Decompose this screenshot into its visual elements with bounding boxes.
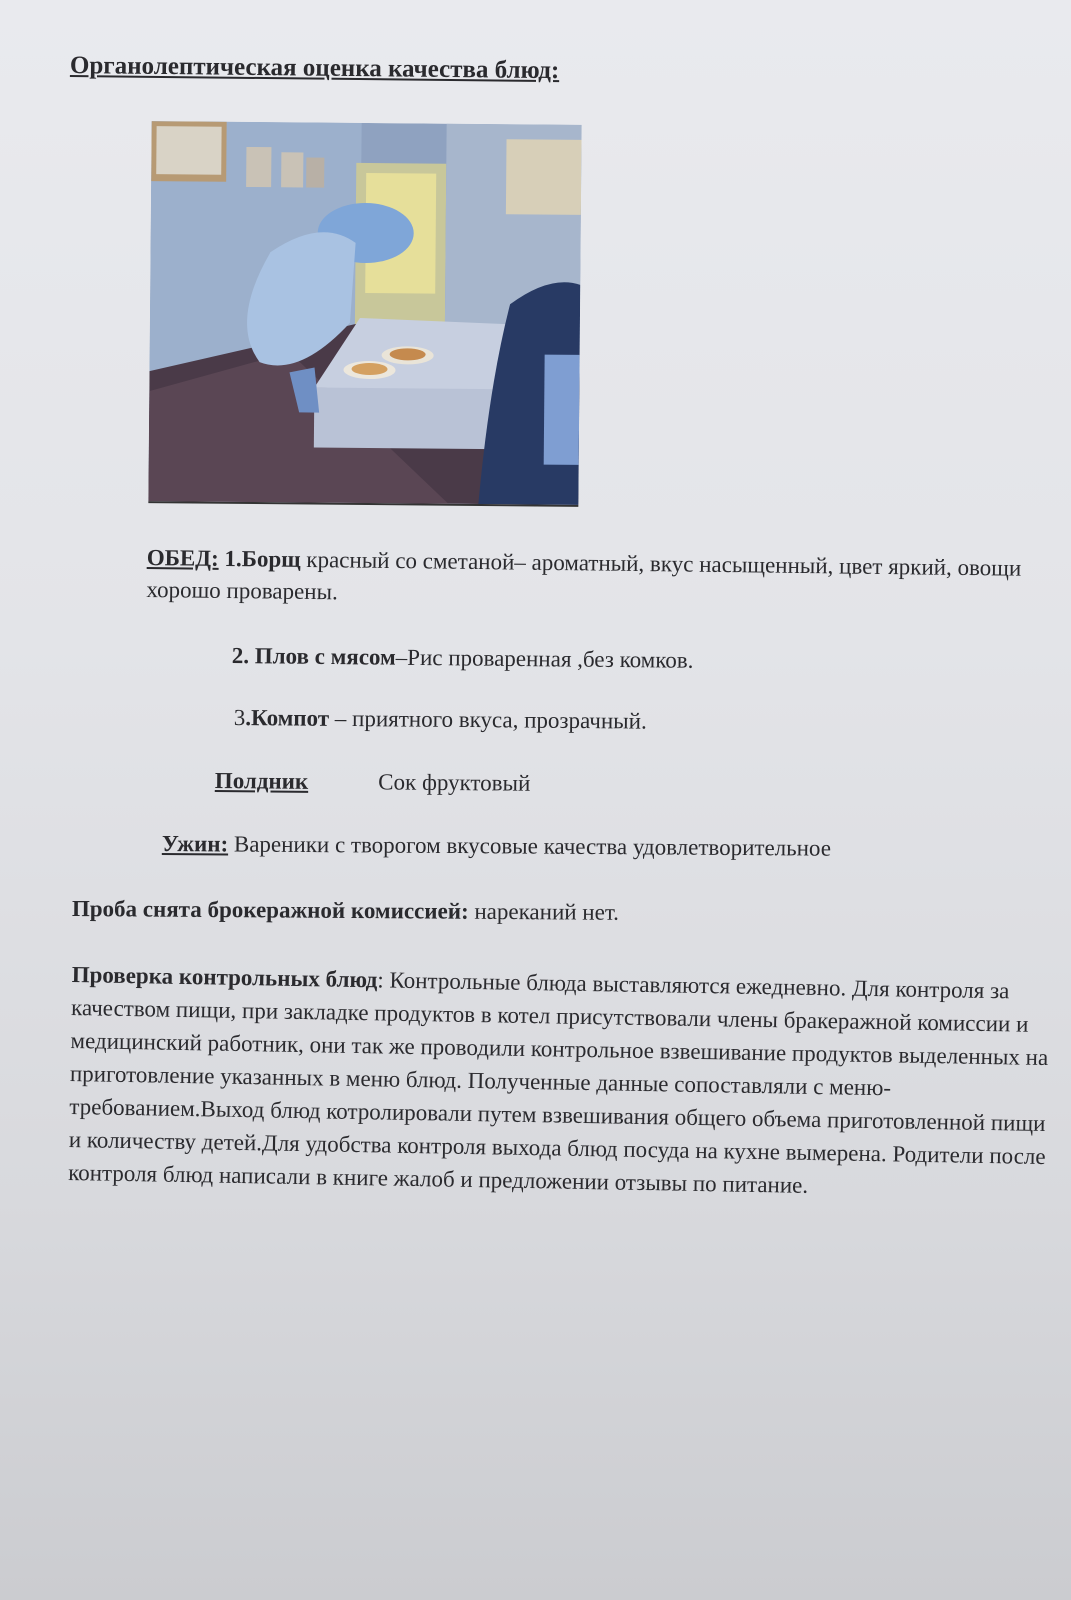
control-dishes-paragraph [68, 958, 1052, 1206]
tasting-commission-text: нареканий нет. [468, 898, 620, 925]
tasting-commission-label: Проба снята брокеражной комиссией: [71, 895, 469, 924]
lunch-item1-text: красный со сметаной– ароматный, вкус насыщенный, цвет яркий, овощи хорошо проварены. [146, 546, 1022, 605]
lunch-item2-name: 2. Плов с мясом [231, 642, 396, 670]
lunch-item2 [232, 640, 694, 677]
tasting-commission-paragraph [72, 893, 619, 929]
lunch-paragraph [146, 542, 1027, 617]
snack-text: Сок фруктовый [378, 769, 531, 796]
snack-paragraph [215, 765, 531, 800]
dinner-paragraph [162, 828, 831, 865]
dinner-text: Вареники с творогом вкусовые качества удовлетворительное [228, 831, 832, 861]
lunch-item3-number: 3 [233, 704, 246, 731]
lunch-label: ОБЕД: [146, 544, 219, 571]
control-dishes-label: Проверка контрольных блюд [71, 961, 378, 993]
lunch-item3 [234, 702, 647, 738]
dinner-label: Ужин: [161, 830, 229, 857]
tasting-photo [148, 121, 581, 507]
lunch-item3-text: – приятного вкуса, прозрачный. [329, 705, 647, 734]
lunch-item1-name: 1.Борщ [224, 545, 301, 572]
document-title: Органолептическая оценка качества блюд: [69, 52, 560, 85]
lunch-item3-name: .Компот [245, 705, 330, 731]
control-dishes-text: : Контрольные блюда выставляются ежедневно. Для контроля за качеством пищи, при закладке продуктов в котел присутствовали члены бракеражной комиссии и медицинский работник, они так же проводили контрольное взвешивание продуктов выделенных на приготовление указанных в меню блюд. Полученные данные сопоставляли с меню-требованием.Выход блюд котролировали путем взвешивания общего объема приготовленной пищи и количеству детей.Для удобства контроля выхода блюд посуда на кухне вымерена. Родители после контроля блюд написали в книге жалоб и предложении отзывы по питание. [68, 967, 1049, 1198]
snack-label: Полдник [214, 767, 309, 794]
lunch-item2-text: –Рис проваренная ,без комков. [395, 644, 694, 673]
